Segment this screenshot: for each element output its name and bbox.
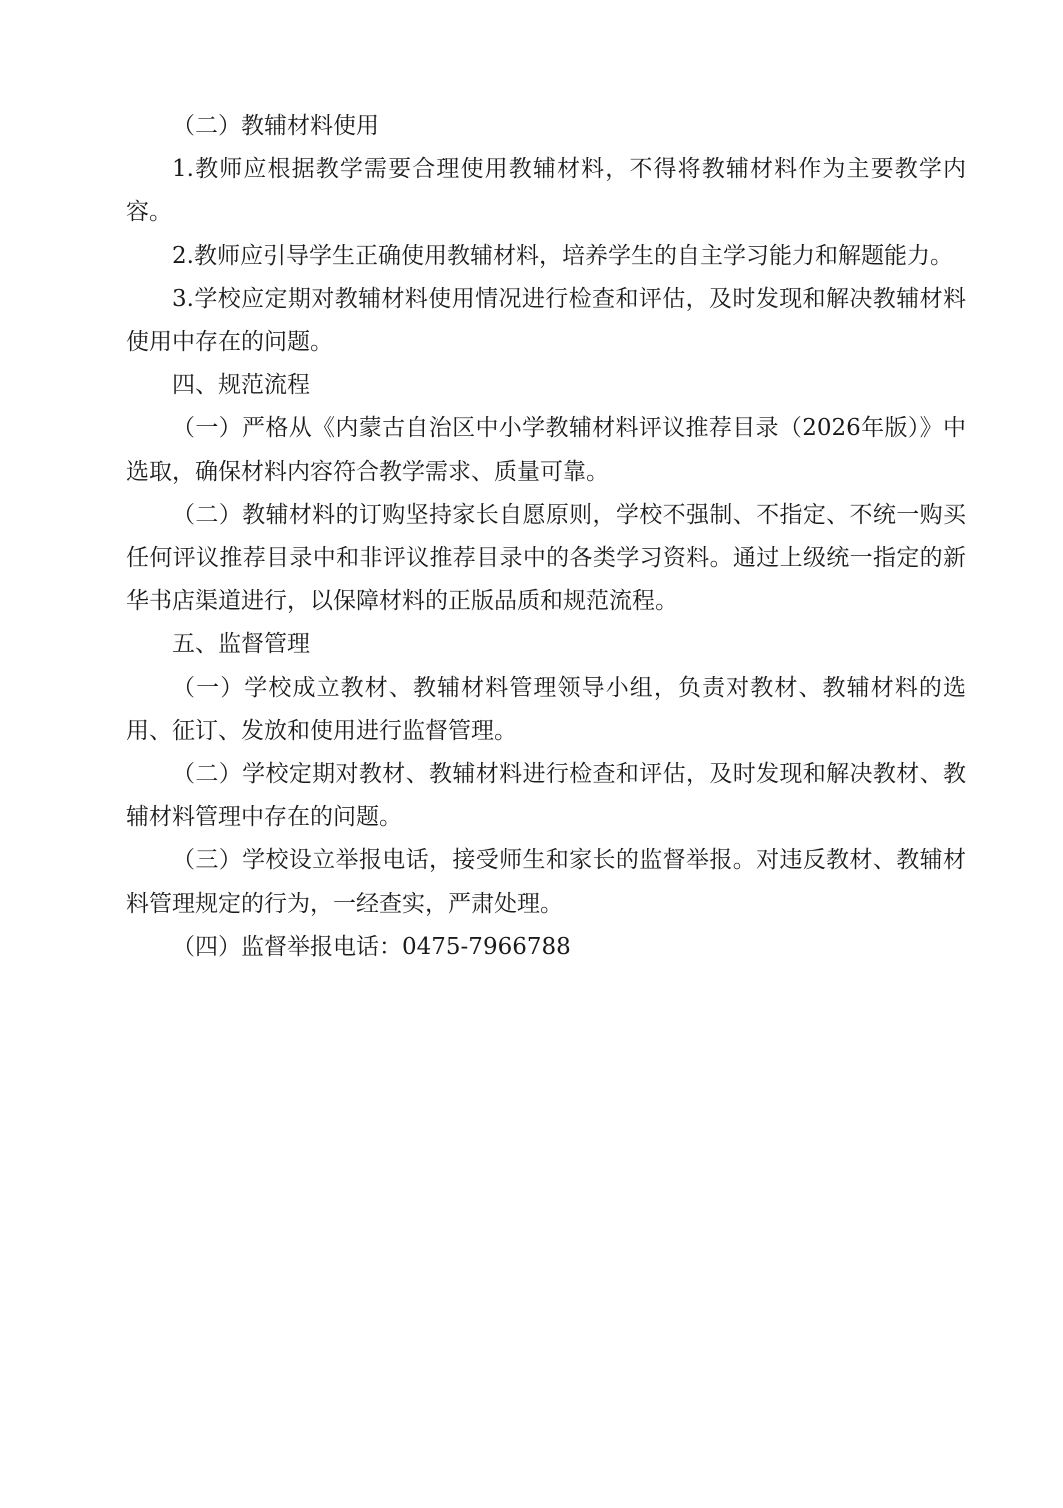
paragraph-hotline: （四）监督举报电话：0475-7966788 xyxy=(172,933,571,960)
section-heading-process: 四、规范流程 xyxy=(172,372,310,399)
paragraph-process-1: （一）严格从《内蒙古自治区中小学教辅材料评议推荐目录（2026年版）》中选取，确保材料内容符合教学需求、质量可靠。 xyxy=(126,415,966,485)
section-heading-material-use: （二）教辅材料使用 xyxy=(172,113,379,139)
paragraph-supervision-3: （三）学校设立举报电话，接受师生和家长的监督举报。对违反教材、教辅材料管理规定的行为，一经查实，严肃处理。 xyxy=(126,847,966,917)
section-heading-supervision: 五、监督管理 xyxy=(172,631,310,658)
paragraph-use-3: 3.学校应定期对教辅材料使用情况进行检查和评估，及时发现和解决教辅材料使用中存在的问题。 xyxy=(126,285,966,356)
paragraph-supervision-1: （一）学校成立教材、教辅材料管理领导小组，负责对教材、教辅材料的选用、征订、发放和使用进行监督管理。 xyxy=(126,674,966,744)
paragraph-process-2: （二）教辅材料的订购坚持家长自愿原则，学校不强制、不指定、不统一购买任何评议推荐目录中和非评议推荐目录中的各类学习资料。通过上级统一指定的新华书店渠道进行，以保障材料的正版品质和规范流程。 xyxy=(126,501,966,615)
paragraph-supervision-2: （二）学校定期对教材、教辅材料进行检查和评估，及时发现和解决教材、教辅材料管理中存在的问题。 xyxy=(126,761,966,831)
paragraph-use-2: 2.教师应引导学生正确使用教辅材料，培养学生的自主学习能力和解题能力。 xyxy=(172,242,953,269)
document-body xyxy=(126,105,966,969)
paragraph-use-1: 1.教师应根据教学需要合理使用教辅材料，不得将教辅材料作为主要教学内容。 xyxy=(126,156,966,226)
